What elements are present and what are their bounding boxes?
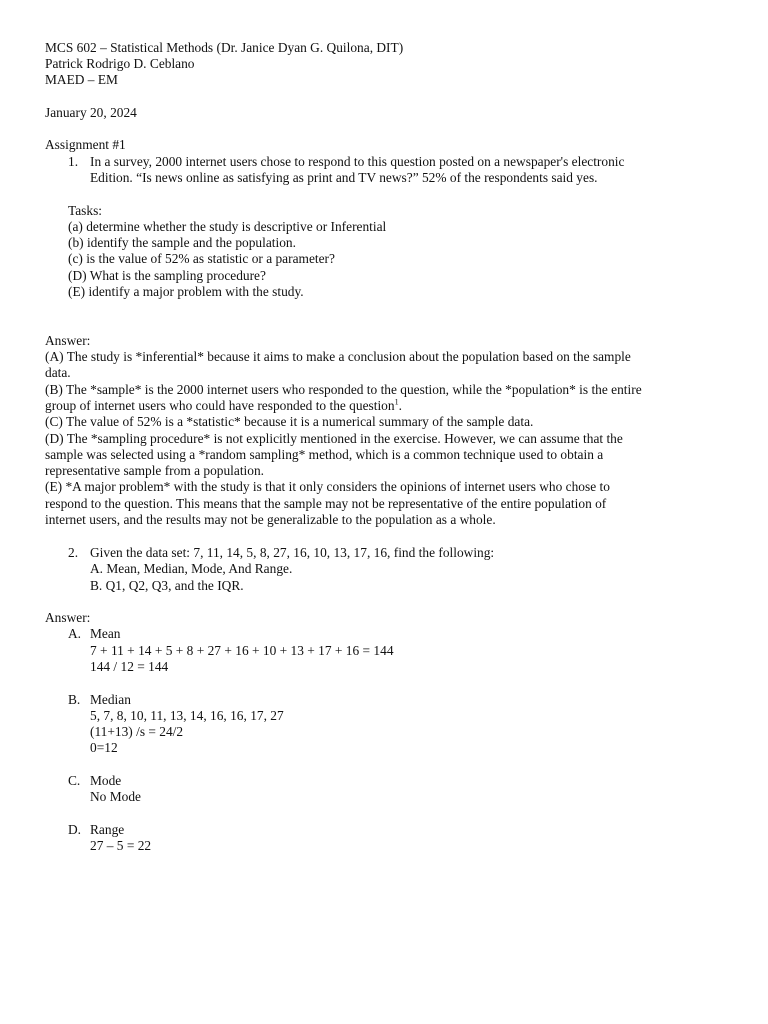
assignment-title: Assignment #1 [45,137,126,152]
range-result: 27 – 5 = 22 [90,838,152,853]
median-heading [68,692,131,708]
question-2 [68,545,494,561]
document-date: January 20, 2024 [45,105,137,120]
answer-1-line: (D) The *sampling procedure* is not explicitly mentioned in the exercise. However, we can assume that the [45,431,623,446]
mode-letter: C. [68,773,81,788]
tasks-label: Tasks: [68,203,103,218]
mean-result: 144 / 12 = 144 [90,659,169,674]
answer-1-line: sample was selected using a *random sampling* method, which is a common technique used to obtain a [45,447,604,462]
question-1-line-1: In a survey, 2000 internet users chose to respond to this question posted on a newspaper's electronic [90,154,625,169]
answer-1-line: (B) The *sample* is the 2000 internet users who responded to the question, while the *population* is the entire [45,382,642,397]
answer-1-line-end: . [398,398,402,413]
student-name: Patrick Rodrigo D. Ceblano [45,56,195,71]
mode-heading [68,773,121,789]
answer-1-label: Answer: [45,333,91,348]
range-letter: D. [68,822,82,837]
mean-title: Mean [90,626,121,641]
question-2-line-2: A. Mean, Median, Mode, And Range. [90,561,293,576]
mean-sum: 7 + 11 + 14 + 5 + 8 + 27 + 16 + 10 + 13 + 17 + 16 = 144 [90,643,394,658]
answer-1-line: respond to the question. This means that the sample may not be representative of the entire population of [45,496,607,511]
answer-1-line: internet users, and the results may not be generalizable to the population as a whole. [45,512,496,527]
median-calc: (11+13) /s = 24/2 [90,724,184,739]
task-item: (b) identify the sample and the population. [68,235,296,250]
range-heading [68,822,124,838]
task-item: (D) What is the sampling procedure? [68,268,266,283]
mode-result: No Mode [90,789,141,804]
mean-heading [68,626,121,642]
median-result: 0=12 [90,740,118,755]
question-1 [68,154,624,170]
mode-title: Mode [90,773,122,788]
range-title: Range [90,822,125,837]
program-name: MAED – EM [45,72,118,87]
answer-1-line: (E) *A major problem* with the study is that it only considers the opinions of internet users who chose to [45,479,610,494]
question-1-number: 1. [68,154,79,169]
answer-1-line-text: group of internet users who could have responded to the question [45,398,395,413]
footnote-marker: 1 [394,397,399,407]
median-title: Median [90,692,131,707]
answer-2-label: Answer: [45,610,91,625]
question-2-line-1: Given the data set: 7, 11, 14, 5, 8, 27, 16, 10, 13, 17, 16, find the following: [90,545,495,560]
answer-1-line [45,398,721,414]
answer-1-line: representative sample from a population. [45,463,265,478]
answer-1-line: data. [45,365,71,380]
median-sorted: 5, 7, 8, 10, 11, 13, 14, 16, 16, 17, 27 [90,708,284,723]
task-item: (E) identify a major problem with the study. [68,284,304,299]
answer-1-line: (C) The value of 52% is a *statistic* because it is a numerical summary of the sample data. [45,414,534,429]
question-2-line-3: B. Q1, Q2, Q3, and the IQR. [90,578,244,593]
question-2-number: 2. [68,545,79,560]
task-item: (c) is the value of 52% as statistic or a parameter? [68,251,335,266]
mean-letter: A. [68,626,82,641]
course-title: MCS 602 – Statistical Methods (Dr. Janice Dyan G. Quilona, DIT) [45,40,404,55]
task-item: (a) determine whether the study is descriptive or Inferential [68,219,387,234]
question-1-line-2: Edition. “Is news online as satisfying as print and TV news?” 52% of the respondents said yes. [90,170,598,185]
median-letter: B. [68,692,81,707]
answer-1-line: (A) The study is *inferential* because it aims to make a conclusion about the population based on the sample [45,349,631,364]
